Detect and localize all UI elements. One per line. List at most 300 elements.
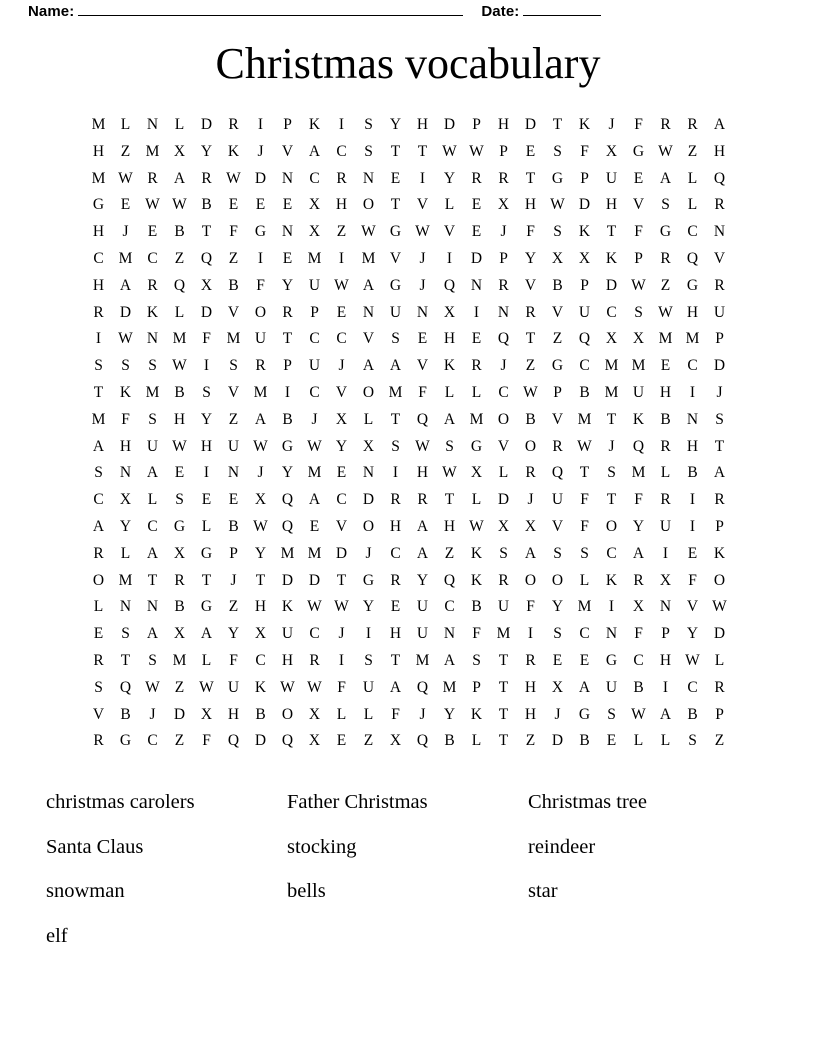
letter-cell[interactable]: S xyxy=(364,142,373,160)
letter-cell[interactable]: Y xyxy=(389,116,402,133)
letter-cell[interactable]: W xyxy=(523,383,538,401)
letter-cell[interactable]: M xyxy=(604,357,619,375)
letter-cell[interactable]: W xyxy=(172,357,187,375)
letter-cell[interactable]: U xyxy=(578,303,591,321)
letter-cell[interactable]: I xyxy=(662,544,669,562)
letter-cell[interactable]: P xyxy=(499,249,508,267)
letter-cell[interactable]: F xyxy=(580,491,589,509)
letter-cell[interactable]: R xyxy=(174,571,185,589)
letter-cell[interactable]: A xyxy=(389,678,402,696)
letter-cell[interactable]: X xyxy=(119,491,132,509)
letter-cell[interactable]: A xyxy=(443,651,456,669)
letter-cell[interactable]: W xyxy=(658,303,673,321)
letter-cell[interactable]: P xyxy=(661,625,670,643)
letter-cell[interactable]: I xyxy=(527,625,534,643)
letter-cell[interactable]: R xyxy=(336,169,347,187)
letter-cell[interactable]: X xyxy=(173,142,186,160)
letter-cell[interactable]: K xyxy=(578,223,591,241)
letter-cell[interactable]: Q xyxy=(281,732,294,750)
letter-cell[interactable]: Z xyxy=(525,732,536,750)
letter-cell[interactable]: X xyxy=(551,678,564,696)
letter-cell[interactable]: A xyxy=(443,410,456,428)
letter-cell[interactable]: G xyxy=(659,223,672,241)
letter-cell[interactable]: A xyxy=(254,410,267,428)
letter-cell[interactable]: U xyxy=(227,437,240,455)
letter-cell[interactable]: C xyxy=(309,330,320,348)
letter-cell[interactable]: X xyxy=(497,517,510,535)
letter-cell[interactable]: L xyxy=(201,517,212,535)
letter-cell[interactable]: A xyxy=(578,678,591,696)
letter-cell[interactable]: I xyxy=(419,169,426,187)
letter-cell[interactable]: U xyxy=(659,517,672,535)
letter-cell[interactable]: W xyxy=(442,464,457,482)
word-list-item[interactable]: Christmas tree xyxy=(528,791,647,814)
letter-cell[interactable]: C xyxy=(687,357,698,375)
letter-cell[interactable]: E xyxy=(660,357,671,375)
letter-cell[interactable]: N xyxy=(362,303,375,321)
letter-cell[interactable]: S xyxy=(94,464,103,482)
letter-cell[interactable]: V xyxy=(524,276,537,294)
letter-cell[interactable]: E xyxy=(228,196,239,214)
word-list-item[interactable]: star xyxy=(528,880,558,903)
letter-cell[interactable]: Q xyxy=(227,732,240,750)
letter-cell[interactable]: K xyxy=(227,142,240,160)
letter-cell[interactable]: J xyxy=(419,276,426,294)
letter-cell[interactable]: H xyxy=(92,142,105,160)
letter-cell[interactable]: T xyxy=(390,410,401,428)
letter-cell[interactable]: T xyxy=(606,491,617,509)
letter-cell[interactable]: D xyxy=(605,276,618,294)
letter-cell[interactable]: Q xyxy=(416,678,429,696)
letter-cell[interactable]: Q xyxy=(200,249,213,267)
letter-cell[interactable]: P xyxy=(229,544,238,562)
letter-cell[interactable]: H xyxy=(497,116,510,133)
letter-cell[interactable]: R xyxy=(147,276,158,294)
letter-cell[interactable]: K xyxy=(470,544,483,562)
letter-cell[interactable]: S xyxy=(553,223,562,241)
letter-cell[interactable]: W xyxy=(712,598,727,616)
letter-cell[interactable]: T xyxy=(390,196,401,214)
letter-cell[interactable]: J xyxy=(608,437,615,455)
letter-cell[interactable]: E xyxy=(201,491,212,509)
letter-cell[interactable]: G xyxy=(605,651,618,669)
letter-cell[interactable]: D xyxy=(497,491,510,509)
letter-cell[interactable]: L xyxy=(471,383,482,401)
letter-cell[interactable]: Z xyxy=(660,276,671,294)
letter-cell[interactable]: T xyxy=(444,491,455,509)
letter-cell[interactable]: V xyxy=(443,223,456,241)
letter-cell[interactable]: C xyxy=(309,625,320,643)
letter-cell[interactable]: F xyxy=(634,223,643,241)
letter-cell[interactable]: H xyxy=(389,517,402,535)
letter-cell[interactable]: L xyxy=(498,464,509,482)
letter-cell[interactable]: N xyxy=(146,116,159,133)
letter-cell[interactable]: H xyxy=(686,437,699,455)
letter-cell[interactable]: X xyxy=(659,571,672,589)
letter-cell[interactable]: J xyxy=(419,705,426,723)
letter-cell[interactable]: N xyxy=(362,464,375,482)
letter-cell[interactable]: X xyxy=(173,625,186,643)
letter-cell[interactable]: H xyxy=(200,437,213,455)
letter-cell[interactable]: A xyxy=(632,544,645,562)
letter-cell[interactable]: K xyxy=(605,571,618,589)
letter-cell[interactable]: J xyxy=(122,223,129,241)
letter-cell[interactable]: D xyxy=(551,732,564,750)
letter-cell[interactable]: M xyxy=(145,383,160,401)
letter-cell[interactable]: M xyxy=(307,544,322,562)
letter-cell[interactable]: L xyxy=(201,651,212,669)
letter-cell[interactable]: J xyxy=(419,249,426,267)
letter-cell[interactable]: H xyxy=(92,223,105,241)
letter-cell[interactable]: K xyxy=(470,705,483,723)
letter-cell[interactable]: A xyxy=(362,276,375,294)
letter-cell[interactable]: P xyxy=(715,705,724,723)
letter-cell[interactable]: R xyxy=(660,249,671,267)
letter-cell[interactable]: C xyxy=(579,625,590,643)
letter-cell[interactable]: N xyxy=(470,276,483,294)
letter-cell[interactable]: K xyxy=(308,116,321,133)
letter-cell[interactable]: L xyxy=(660,464,671,482)
letter-cell[interactable]: E xyxy=(471,330,482,348)
letter-cell[interactable]: L xyxy=(174,116,185,133)
letter-cell[interactable]: P xyxy=(634,249,643,267)
letter-cell[interactable]: N xyxy=(713,223,726,241)
letter-cell[interactable]: D xyxy=(362,491,375,509)
letter-cell[interactable]: M xyxy=(631,464,646,482)
letter-cell[interactable]: B xyxy=(687,705,698,723)
letter-cell[interactable]: R xyxy=(498,276,509,294)
letter-cell[interactable]: Q xyxy=(119,678,132,696)
letter-cell[interactable]: E xyxy=(606,732,617,750)
letter-cell[interactable]: V xyxy=(416,196,429,214)
letter-cell[interactable]: O xyxy=(524,437,537,455)
letter-cell[interactable]: F xyxy=(634,116,643,133)
letter-cell[interactable]: W xyxy=(172,437,187,455)
letter-cell[interactable]: G xyxy=(686,276,699,294)
letter-cell[interactable]: T xyxy=(606,223,617,241)
letter-cell[interactable]: H xyxy=(227,705,240,723)
letter-cell[interactable]: T xyxy=(498,651,509,669)
letter-cell[interactable]: L xyxy=(363,410,374,428)
letter-cell[interactable]: F xyxy=(391,705,400,723)
letter-cell[interactable]: M xyxy=(658,330,673,348)
letter-cell[interactable]: U xyxy=(416,625,429,643)
letter-cell[interactable]: H xyxy=(524,678,537,696)
letter-cell[interactable]: U xyxy=(416,598,429,616)
letter-cell[interactable]: M xyxy=(442,678,457,696)
letter-cell[interactable]: A xyxy=(119,276,132,294)
letter-cell[interactable]: W xyxy=(685,651,700,669)
letter-cell[interactable]: T xyxy=(498,678,509,696)
letter-cell[interactable]: N xyxy=(119,598,132,616)
letter-cell[interactable]: W xyxy=(550,196,565,214)
letter-cell[interactable]: W xyxy=(469,517,484,535)
letter-cell[interactable]: D xyxy=(119,303,132,321)
letter-cell[interactable]: Q xyxy=(173,276,186,294)
letter-cell[interactable]: R xyxy=(714,491,725,509)
letter-cell[interactable]: B xyxy=(660,410,671,428)
letter-cell[interactable]: U xyxy=(227,678,240,696)
letter-cell[interactable]: V xyxy=(551,410,564,428)
letter-cell[interactable]: R xyxy=(660,116,671,133)
letter-cell[interactable]: R xyxy=(471,357,482,375)
letter-cell[interactable]: R xyxy=(525,303,536,321)
letter-cell[interactable]: K xyxy=(713,544,726,562)
letter-cell[interactable]: Y xyxy=(227,625,240,643)
date-blank-line[interactable] xyxy=(523,2,601,16)
letter-cell[interactable]: R xyxy=(471,169,482,187)
letter-cell[interactable]: B xyxy=(579,383,590,401)
letter-cell[interactable]: N xyxy=(362,169,375,187)
letter-cell[interactable]: I xyxy=(95,330,102,348)
letter-cell[interactable]: P xyxy=(499,142,508,160)
letter-cell[interactable]: G xyxy=(578,705,591,723)
letter-cell[interactable]: B xyxy=(282,410,293,428)
letter-cell[interactable]: C xyxy=(147,732,158,750)
letter-cell[interactable]: T xyxy=(255,571,266,589)
letter-cell[interactable]: S xyxy=(175,491,184,509)
letter-cell[interactable]: T xyxy=(390,651,401,669)
word-list-item[interactable]: bells xyxy=(287,880,326,903)
letter-cell[interactable]: Z xyxy=(228,249,239,267)
letter-cell[interactable]: C xyxy=(309,383,320,401)
letter-cell[interactable]: B xyxy=(579,732,590,750)
letter-cell[interactable]: B xyxy=(633,678,644,696)
letter-cell[interactable]: I xyxy=(392,464,399,482)
letter-cell[interactable]: Y xyxy=(200,142,213,160)
letter-cell[interactable]: G xyxy=(173,517,186,535)
letter-cell[interactable]: Y xyxy=(632,517,645,535)
letter-cell[interactable]: H xyxy=(524,196,537,214)
letter-cell[interactable]: L xyxy=(120,544,131,562)
letter-cell[interactable]: O xyxy=(362,196,375,214)
letter-cell[interactable]: X xyxy=(389,732,402,750)
letter-cell[interactable]: W xyxy=(145,678,160,696)
letter-cell[interactable]: E xyxy=(390,598,401,616)
letter-cell[interactable]: V xyxy=(632,196,645,214)
word-list-item[interactable]: stocking xyxy=(287,835,357,858)
letter-cell[interactable]: U xyxy=(713,303,726,321)
letter-cell[interactable]: I xyxy=(203,464,210,482)
letter-cell[interactable]: R xyxy=(498,169,509,187)
letter-cell[interactable]: K xyxy=(146,303,159,321)
letter-cell[interactable]: A xyxy=(416,544,429,562)
letter-cell[interactable]: E xyxy=(255,196,266,214)
letter-cell[interactable]: S xyxy=(553,142,562,160)
letter-cell[interactable]: N xyxy=(119,464,132,482)
letter-cell[interactable]: S xyxy=(148,357,157,375)
letter-cell[interactable]: L xyxy=(471,491,482,509)
letter-cell[interactable]: R xyxy=(687,116,698,133)
letter-cell[interactable]: G xyxy=(551,169,564,187)
letter-cell[interactable]: G xyxy=(119,732,132,750)
letter-cell[interactable]: Q xyxy=(497,330,510,348)
letter-cell[interactable]: M xyxy=(226,330,241,348)
letter-cell[interactable]: W xyxy=(469,142,484,160)
letter-cell[interactable]: V xyxy=(551,303,564,321)
letter-cell[interactable]: M xyxy=(118,571,133,589)
letter-cell[interactable]: W xyxy=(658,142,673,160)
letter-cell[interactable]: T xyxy=(417,142,428,160)
letter-cell[interactable]: E xyxy=(525,142,536,160)
letter-cell[interactable]: M xyxy=(496,625,511,643)
letter-cell[interactable]: I xyxy=(473,303,480,321)
letter-cell[interactable]: E xyxy=(633,169,644,187)
letter-cell[interactable]: U xyxy=(308,276,321,294)
letter-cell[interactable]: C xyxy=(390,544,401,562)
letter-cell[interactable]: V xyxy=(335,383,348,401)
letter-cell[interactable]: A xyxy=(92,517,105,535)
letter-cell[interactable]: L xyxy=(579,571,590,589)
letter-cell[interactable]: L xyxy=(174,303,185,321)
letter-cell[interactable]: H xyxy=(389,625,402,643)
letter-cell[interactable]: E xyxy=(687,544,698,562)
letter-cell[interactable]: W xyxy=(172,196,187,214)
letter-cell[interactable]: P xyxy=(283,116,292,133)
letter-cell[interactable]: T xyxy=(552,116,563,133)
letter-cell[interactable]: O xyxy=(281,705,294,723)
letter-cell[interactable]: N xyxy=(227,464,240,482)
letter-cell[interactable]: Y xyxy=(524,249,537,267)
letter-cell[interactable]: H xyxy=(281,651,294,669)
letter-cell[interactable]: H xyxy=(416,464,429,482)
letter-cell[interactable]: F xyxy=(526,598,535,616)
letter-cell[interactable]: Q xyxy=(281,517,294,535)
letter-cell[interactable]: M xyxy=(388,383,403,401)
letter-cell[interactable]: M xyxy=(145,142,160,160)
letter-cell[interactable]: M xyxy=(631,357,646,375)
letter-cell[interactable]: G xyxy=(200,544,213,562)
letter-cell[interactable]: C xyxy=(336,491,347,509)
letter-cell[interactable]: Y xyxy=(335,437,348,455)
letter-cell[interactable]: S xyxy=(472,651,481,669)
letter-cell[interactable]: V xyxy=(551,517,564,535)
letter-cell[interactable]: Z xyxy=(363,732,374,750)
letter-cell[interactable]: J xyxy=(554,705,561,723)
letter-cell[interactable]: J xyxy=(257,464,264,482)
letter-cell[interactable]: V xyxy=(227,383,240,401)
letter-cell[interactable]: R xyxy=(390,491,401,509)
letter-cell[interactable]: Z xyxy=(120,142,131,160)
letter-cell[interactable]: S xyxy=(229,357,238,375)
letter-cell[interactable]: O xyxy=(713,571,726,589)
letter-cell[interactable]: W xyxy=(199,678,214,696)
letter-cell[interactable]: L xyxy=(93,598,104,616)
letter-cell[interactable]: R xyxy=(714,196,725,214)
letter-cell[interactable]: M xyxy=(604,383,619,401)
letter-cell[interactable]: S xyxy=(391,437,400,455)
letter-cell[interactable]: M xyxy=(577,598,592,616)
letter-cell[interactable]: R xyxy=(525,651,536,669)
letter-cell[interactable]: B xyxy=(174,223,185,241)
letter-cell[interactable]: Q xyxy=(686,249,699,267)
letter-cell[interactable]: G xyxy=(281,437,294,455)
letter-cell[interactable]: W xyxy=(442,142,457,160)
letter-cell[interactable]: S xyxy=(364,651,373,669)
letter-cell[interactable]: R xyxy=(714,678,725,696)
letter-cell[interactable]: P xyxy=(715,517,724,535)
letter-cell[interactable]: B xyxy=(687,464,698,482)
letter-cell[interactable]: R xyxy=(93,651,104,669)
letter-cell[interactable]: D xyxy=(524,116,537,133)
letter-cell[interactable]: L xyxy=(120,116,131,133)
letter-cell[interactable]: Z xyxy=(174,732,185,750)
letter-cell[interactable]: A xyxy=(524,544,537,562)
letter-cell[interactable]: T xyxy=(282,330,293,348)
letter-cell[interactable]: J xyxy=(716,383,723,401)
letter-cell[interactable]: S xyxy=(445,437,454,455)
letter-cell[interactable]: E xyxy=(174,464,185,482)
letter-cell[interactable]: S xyxy=(202,383,211,401)
letter-cell[interactable]: X xyxy=(443,303,456,321)
letter-cell[interactable]: B xyxy=(228,276,239,294)
letter-cell[interactable]: C xyxy=(606,303,617,321)
letter-cell[interactable]: S xyxy=(553,625,562,643)
letter-cell[interactable]: W xyxy=(415,223,430,241)
letter-cell[interactable]: J xyxy=(500,357,507,375)
letter-cell[interactable]: N xyxy=(416,303,429,321)
letter-cell[interactable]: E xyxy=(417,330,428,348)
letter-cell[interactable]: N xyxy=(686,410,699,428)
letter-cell[interactable]: U xyxy=(281,625,294,643)
letter-cell[interactable]: J xyxy=(311,410,318,428)
letter-cell[interactable]: X xyxy=(470,464,483,482)
letter-cell[interactable]: F xyxy=(337,678,346,696)
letter-cell[interactable]: H xyxy=(659,383,672,401)
letter-cell[interactable]: O xyxy=(497,410,510,428)
letter-cell[interactable]: X xyxy=(308,196,321,214)
letter-cell[interactable]: T xyxy=(579,464,590,482)
letter-cell[interactable]: X xyxy=(632,330,645,348)
letter-cell[interactable]: H xyxy=(605,196,618,214)
letter-cell[interactable]: S xyxy=(607,705,616,723)
letter-cell[interactable]: J xyxy=(500,223,507,241)
letter-cell[interactable]: W xyxy=(145,196,160,214)
letter-cell[interactable]: R xyxy=(93,303,104,321)
letter-cell[interactable]: A xyxy=(92,437,105,455)
letter-cell[interactable]: C xyxy=(579,357,590,375)
letter-cell[interactable]: C xyxy=(336,142,347,160)
letter-cell[interactable]: M xyxy=(577,410,592,428)
letter-cell[interactable]: B xyxy=(471,598,482,616)
letter-cell[interactable]: W xyxy=(280,678,295,696)
letter-cell[interactable]: A xyxy=(713,116,726,133)
letter-cell[interactable]: D xyxy=(281,571,294,589)
letter-cell[interactable]: T xyxy=(201,223,212,241)
letter-cell[interactable]: Z xyxy=(525,357,536,375)
letter-cell[interactable]: R xyxy=(201,169,212,187)
letter-cell[interactable]: O xyxy=(362,383,375,401)
letter-cell[interactable]: S xyxy=(94,678,103,696)
letter-cell[interactable]: G xyxy=(254,223,267,241)
letter-cell[interactable]: B xyxy=(174,383,185,401)
letter-cell[interactable]: Q xyxy=(281,491,294,509)
letter-cell[interactable]: G xyxy=(389,223,402,241)
letter-cell[interactable]: S xyxy=(94,357,103,375)
letter-cell[interactable]: B xyxy=(444,732,455,750)
letter-cell[interactable]: D xyxy=(254,732,267,750)
letter-cell[interactable]: K xyxy=(443,357,456,375)
letter-cell[interactable]: V xyxy=(713,249,726,267)
letter-cell[interactable]: P xyxy=(553,383,562,401)
letter-cell[interactable]: M xyxy=(361,249,376,267)
letter-cell[interactable]: F xyxy=(580,142,589,160)
letter-cell[interactable]: S xyxy=(364,116,373,133)
letter-cell[interactable]: M xyxy=(172,330,187,348)
letter-cell[interactable]: A xyxy=(308,142,321,160)
letter-cell[interactable]: L xyxy=(444,196,455,214)
word-list-item[interactable]: reindeer xyxy=(528,835,596,858)
